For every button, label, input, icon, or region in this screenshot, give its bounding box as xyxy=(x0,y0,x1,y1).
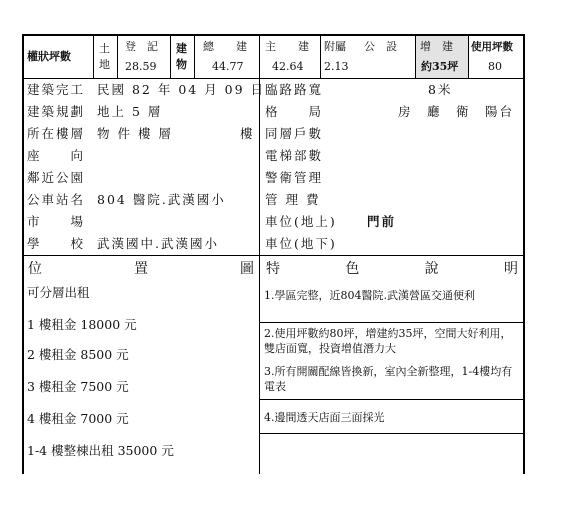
feature-item: 4.邊間透天店面三面採光 xyxy=(264,411,385,424)
extra-build-label: 增 建 xyxy=(420,40,453,53)
rent-item: 1 樓租金 18000 元 xyxy=(27,317,137,332)
land-label-top: 土 xyxy=(99,42,110,55)
area-label: 權狀坪數 xyxy=(27,50,71,63)
row-guard-label: 警衛管理 xyxy=(265,170,324,185)
row-planning-label: 建築規劃 xyxy=(27,104,86,119)
extra-build-value: 約35坪 xyxy=(421,60,459,73)
row-floor-value: 物 件 樓 層 xyxy=(97,126,173,141)
main-build-value: 42.64 xyxy=(272,60,304,73)
row-school-value: 武漢國中.武漢國小 xyxy=(97,236,219,251)
building-label-bottom: 物 xyxy=(176,58,187,71)
row-floor-label: 所在樓層 xyxy=(27,126,86,141)
row-orientation-label: 座 向 xyxy=(27,148,86,163)
row-planning-value: 地上 5 層 xyxy=(97,104,163,119)
row-road-label: 臨路路寬 xyxy=(265,82,324,97)
rent-item: 4 樓租金 7000 元 xyxy=(27,411,129,426)
row-units-label: 同層戶數 xyxy=(265,126,324,141)
row-parking-above-value: 門前 xyxy=(367,214,397,229)
total-build-label: 總 建 xyxy=(203,40,247,53)
rent-item: 1-4 樓整棟出租 35000 元 xyxy=(27,443,174,458)
row-school-label: 學 校 xyxy=(27,236,86,251)
row-road-value: 8米 xyxy=(428,82,453,97)
rent-item: 2 樓租金 8500 元 xyxy=(27,347,129,362)
row-completion-label: 建築完工 xyxy=(27,82,86,97)
rent-item: 可分層出租 xyxy=(27,285,90,300)
row-layout-value: 房 廳 衛 陽台 xyxy=(398,104,515,119)
feature-item: 3.所有開關配線皆換新，室內全新整理，1-4樓均有電表 xyxy=(264,365,513,393)
total-build-value: 44.77 xyxy=(212,60,244,73)
row-parking-below-label: 車位(地下) xyxy=(265,236,337,251)
row-market-label: 市 場 xyxy=(27,214,86,229)
row-floor-suffix: 樓 xyxy=(240,126,255,141)
public-label: 公 設 xyxy=(364,40,397,53)
annex-label: 附屬 xyxy=(324,40,346,53)
usable-label: 使用坪數 xyxy=(471,41,513,53)
features-title: 特 色 說 明 xyxy=(266,261,518,277)
rent-item: 3 樓租金 7500 元 xyxy=(27,379,129,394)
main-build-label: 主 建 xyxy=(265,40,309,53)
feature-item: 1.學區完整，近804醫院.武漢營區交通便利 xyxy=(264,289,475,302)
position-title: 位 置 圖 xyxy=(28,261,254,277)
row-parking-above-label: 車位(地上) xyxy=(265,214,337,229)
row-completion-value: 民國 82 年 04 月 09 日 xyxy=(97,82,266,97)
land-label-bottom: 地 xyxy=(99,58,110,71)
annex-value: 2.13 xyxy=(324,60,349,73)
row-layout-label: 格 局 xyxy=(265,104,324,119)
row-park-label: 鄰近公園 xyxy=(27,170,86,185)
row-bus-value: 804 醫院.武漢國小 xyxy=(97,192,226,207)
feature-item: 2.使用坪數約80坪，增建約35坪，空間大好利用，雙店面寬，投資增值潛力大 xyxy=(264,327,512,355)
building-label-top: 建 xyxy=(176,42,187,55)
registered-label: 登 記 xyxy=(125,40,158,53)
row-elevator-label: 電梯部數 xyxy=(265,148,324,163)
usable-value: 80 xyxy=(488,60,502,73)
registered-value: 28.59 xyxy=(125,60,157,73)
row-fee-label: 管 理 費 xyxy=(265,192,321,207)
row-bus-label: 公車站名 xyxy=(27,192,86,207)
